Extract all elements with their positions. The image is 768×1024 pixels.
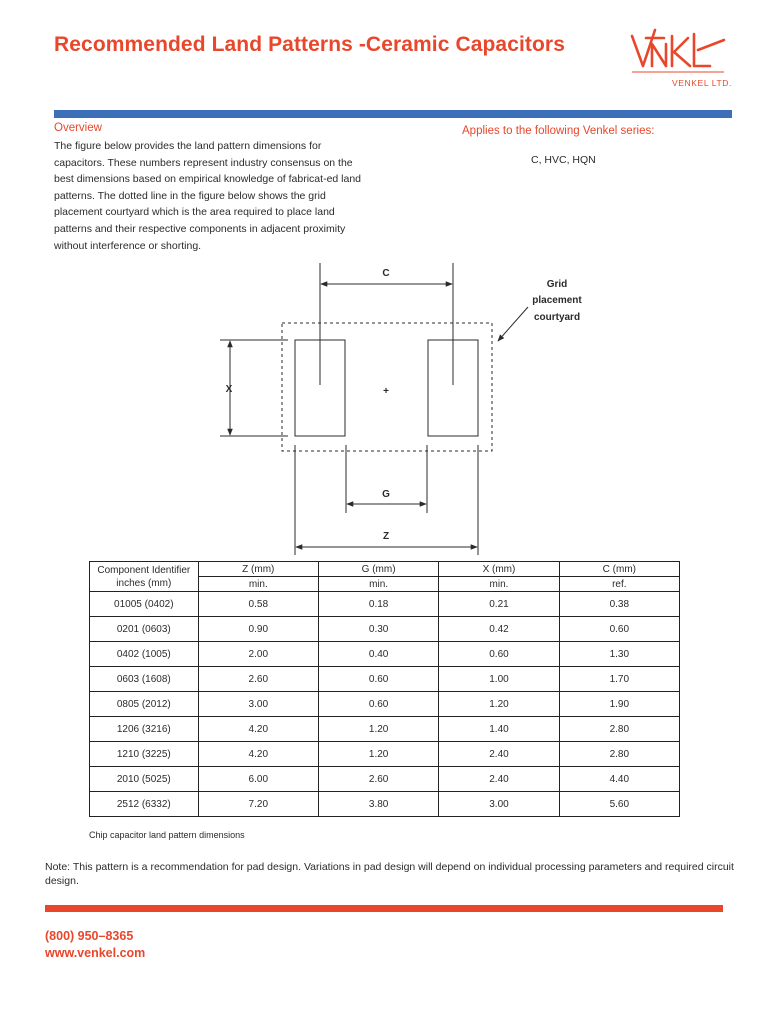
x-label: X [225,384,233,395]
overview-heading: Overview [54,122,102,134]
cell-z: 0.58 [198,592,318,617]
cell-z: 0.90 [198,617,318,642]
header-divider-bar [54,110,732,118]
subheader-g: min. [318,577,438,592]
header-g: G (mm) [318,562,438,577]
courtyard-label-line1: Grid [546,279,568,290]
table-row [90,592,680,617]
land-pattern-diagram [0,255,768,560]
table-row [90,742,680,767]
cell-id: 01005 (0402) [90,592,199,617]
cell-c: 1.70 [559,667,679,692]
cell-x: 2.40 [439,767,559,792]
cell-id: 1210 (3225) [90,742,199,767]
cell-id: 0603 (1608) [90,667,199,692]
g-label: G [382,489,390,500]
center-mark: + [383,386,389,397]
cell-g: 0.60 [318,692,438,717]
cell-x: 0.42 [439,617,559,642]
cell-c: 1.90 [559,692,679,717]
applies-series: C, HVC, HQN [531,154,596,166]
cell-c: 1.30 [559,642,679,667]
subheader-c: ref. [559,577,679,592]
land-pattern-table [89,561,680,817]
cell-x: 3.00 [439,792,559,817]
cell-x: 0.21 [439,592,559,617]
header-component-identifier [90,562,199,592]
cell-z: 4.20 [198,717,318,742]
footer-divider-bar [45,905,723,912]
cell-id: 0805 (2012) [90,692,199,717]
cell-c: 2.80 [559,742,679,767]
cell-g: 3.80 [318,792,438,817]
header-z: Z (mm) [198,562,318,577]
subheader-x: min. [439,577,559,592]
header-ident-line1: Component Identifier [97,564,191,576]
table-row [90,617,680,642]
header-ident-line2: inches (mm) [116,577,172,589]
table-caption: Chip capacitor land pattern dimensions [89,830,245,840]
cell-id: 0201 (0603) [90,617,199,642]
courtyard-label-line3: courtyard [533,312,581,323]
cell-g: 0.40 [318,642,438,667]
cell-x: 1.40 [439,717,559,742]
cell-g: 1.20 [318,717,438,742]
cell-id: 1206 (3216) [90,717,199,742]
logo-subtitle: VENKEL LTD. [672,78,732,88]
cell-z: 2.00 [198,642,318,667]
courtyard-label-line2: placement [532,295,582,306]
cell-x: 1.20 [439,692,559,717]
z-label: Z [382,531,390,542]
cell-z: 7.20 [198,792,318,817]
cell-g: 1.20 [318,742,438,767]
cell-id: 0402 (1005) [90,642,199,667]
cell-c: 2.80 [559,717,679,742]
header-c: C (mm) [559,562,679,577]
cell-g: 2.60 [318,767,438,792]
footer-website-link[interactable]: www.venkel.com [45,946,146,960]
footer-phone[interactable]: (800) 950–8365 [45,929,134,943]
cell-c: 0.38 [559,592,679,617]
cell-x: 1.00 [439,667,559,692]
applies-heading: Applies to the following Venkel series: [462,125,655,137]
header-x: X (mm) [439,562,559,577]
table-header-row [90,562,680,577]
table-row [90,667,680,692]
cell-g: 0.18 [318,592,438,617]
table-row [90,692,680,717]
table-row [90,642,680,667]
c-label: C [382,268,390,279]
pad-design-note: Note: This pattern is a recommendation for pad design. Variations in pad design will depend on individual processing parameters and required circuit design. [45,861,734,887]
cell-c: 5.60 [559,792,679,817]
cell-x: 0.60 [439,642,559,667]
table-row [90,767,680,792]
table-row [90,792,680,817]
cell-id: 2010 (5025) [90,767,199,792]
cell-g: 0.30 [318,617,438,642]
page-title: Recommended Land Patterns -Ceramic Capacitors [54,33,565,56]
cell-c: 4.40 [559,767,679,792]
subheader-z: min. [198,577,318,592]
cell-g: 0.60 [318,667,438,692]
cell-z: 2.60 [198,667,318,692]
cell-z: 3.00 [198,692,318,717]
cell-z: 6.00 [198,767,318,792]
cell-z: 4.20 [198,742,318,767]
table-row [90,717,680,742]
cell-c: 0.60 [559,617,679,642]
courtyard-leader [498,307,528,341]
cell-id: 2512 (6332) [90,792,199,817]
overview-body: The figure below provides the land pattern dimensions for capacitors. These numbers represent industry consensus on the best dimensions based on empirical knowledge of fabricat-ed land patterns. The dotted line in the figure below shows the grid placement courtyard which is the area required to place land patterns and their respective components in adjacent proximity without interference or shorting. [54,140,362,252]
cell-x: 2.40 [439,742,559,767]
